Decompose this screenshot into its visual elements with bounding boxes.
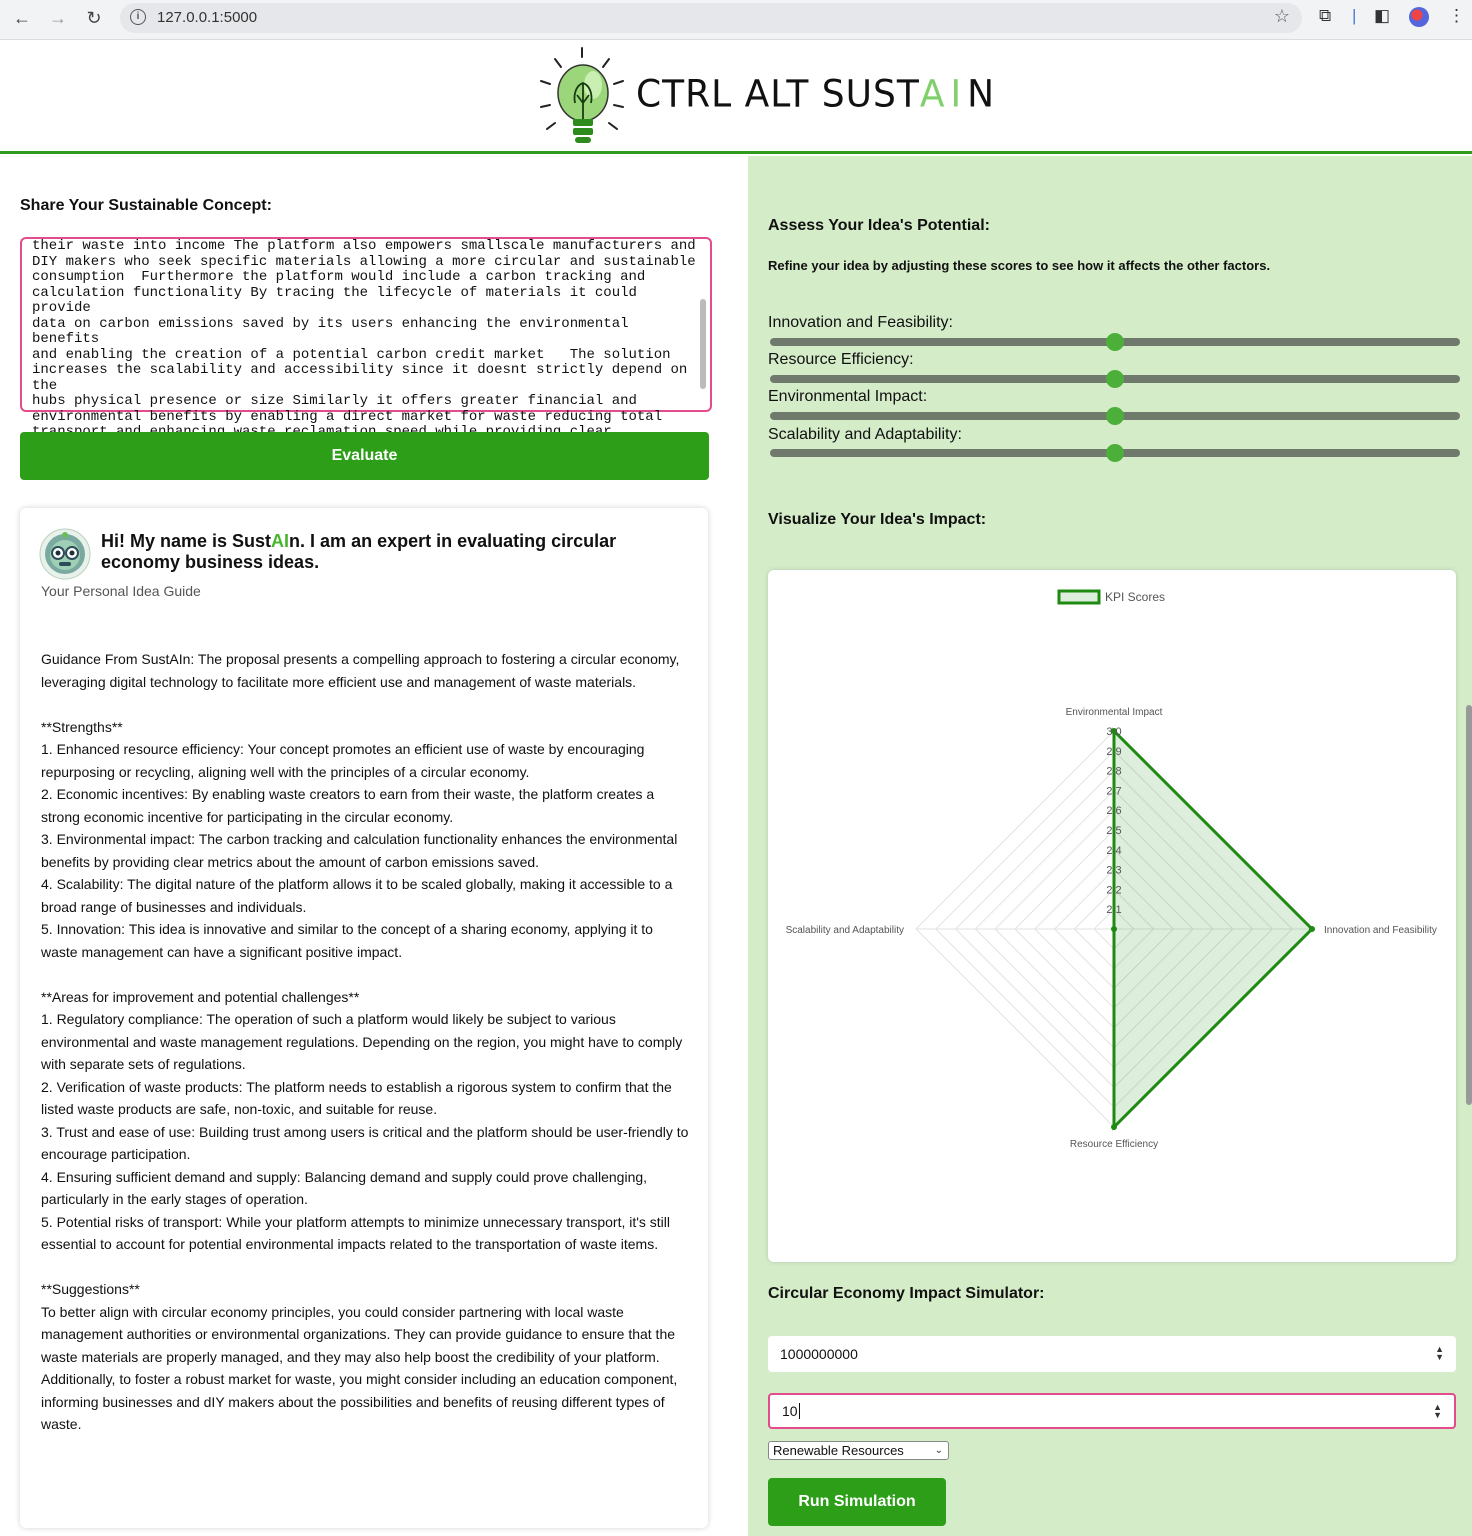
lightbulb-logo-icon xyxy=(535,45,635,151)
radar-tick-label: 2.9 xyxy=(1106,745,1122,758)
slider-label-scalability: Scalability and Adaptability: xyxy=(768,426,962,443)
visualize-heading: Visualize Your Idea's Impact: xyxy=(768,511,987,528)
guide-subtitle: Your Personal Idea Guide xyxy=(41,583,201,599)
radar-series-kpi xyxy=(1114,731,1312,1127)
slider-innovation[interactable] xyxy=(770,338,1460,346)
simulator-heading: Circular Economy Impact Simulator: xyxy=(768,1285,1045,1302)
site-header xyxy=(0,41,1472,154)
back-icon[interactable]: ← xyxy=(13,8,31,28)
guidance-line: 2. Economic incentives: By enabling waste creators to earn from their waste, the platform creates a strong economic incentive for participating in the circular economy. xyxy=(41,786,655,825)
greeting-title xyxy=(101,531,661,573)
brand-part: N xyxy=(967,72,996,117)
radar-tick-label: 2.4 xyxy=(1106,844,1122,857)
guidance-line xyxy=(41,1256,691,1279)
guidance-line: 3. Trust and ease of use: Building trust among users is critical and the platform should be user-friendly to encourage participation. xyxy=(41,1123,689,1162)
guidance-line: 1. Regulatory compliance: The operation of such a platform would likely be subject to various environmental and waste management regulations. Depending on the region, you might have to comply with separate sets of regulations. xyxy=(41,1011,683,1072)
sidepanel-icon[interactable]: ◧ xyxy=(1374,6,1391,25)
concept-text: their waste into income The platform also empowers smallscale manufacturers and DIY makers who seek specific materials allowing a more circular and sustainable consumption Furthermore the platform would include a carbon tracking and calculation functionality By tracing the lifecycle of materials it could provide data on carbon emissions saved by its users enhancing the environmental benefits and enabling the creation of a potential carbon credit market The solution increases the scalability and accessibility since it doesnt strictly depend on the hubs physical presence or size Similarly it offers greater financial and environmental benefits by enabling a direct market for waste reducing total xyxy=(32,238,696,425)
brand-title xyxy=(636,73,995,116)
select-value: Renewable Resources xyxy=(773,1443,904,1458)
percent-input[interactable] xyxy=(768,1393,1456,1429)
guidance-line: **Strengths** xyxy=(41,718,123,735)
radar-point xyxy=(1111,1124,1117,1130)
extensions-icon[interactable]: ⧉ xyxy=(1319,6,1332,25)
legend-label: KPI Scores xyxy=(1105,590,1166,604)
evaluate-button[interactable]: Evaluate xyxy=(20,432,709,480)
radar-chart xyxy=(768,570,1456,1262)
radar-tick-label: 2.2 xyxy=(1106,884,1122,897)
slider-label-resource: Resource Efficiency: xyxy=(768,351,914,368)
slider-environmental[interactable] xyxy=(770,412,1460,420)
forward-icon[interactable]: → xyxy=(49,8,67,28)
right-panel xyxy=(748,156,1472,1536)
brand-part: CTRL ALT SUST xyxy=(636,72,920,117)
radar-tick-label: 3.0 xyxy=(1106,726,1122,738)
textarea-scrollbar[interactable] xyxy=(700,299,706,389)
slider-resource[interactable] xyxy=(770,375,1460,383)
radar-tick-label: 2.8 xyxy=(1106,765,1122,778)
slider-thumb[interactable] xyxy=(1106,444,1124,462)
slider-thumb[interactable] xyxy=(1106,370,1124,388)
radar-tick-label: 2.3 xyxy=(1106,864,1122,877)
greeting-part: Hi! My name is Sust xyxy=(101,531,272,551)
guidance-line xyxy=(41,963,691,986)
radar-axis-label: Scalability and Adaptability xyxy=(785,925,904,936)
greeting-part: n. I am an expert in evaluating circular economy business ideas. xyxy=(101,531,617,572)
concept-heading: Share Your Sustainable Concept: xyxy=(20,197,272,214)
guidance-line: **Suggestions** xyxy=(41,1281,140,1297)
guidance-line: Guidance From SustAIn: The proposal presents a compelling approach to fostering a circular economy, leveraging digital technology to facilitate more efficient use and management of waste materials. xyxy=(41,651,680,690)
radar-point xyxy=(1309,926,1315,932)
guidance-line: 5. Innovation: This idea is innovative and similar to the concept of a sharing economy, applying it to waste management can have a significant positive impact. xyxy=(41,921,653,960)
guidance-line: 3. Environmental impact: The carbon tracking and calculation functionality enhances the environmental benefits by providing clear metrics about the amount of carbon emissions saved. xyxy=(41,831,678,870)
slider-scalability[interactable] xyxy=(770,449,1460,457)
spinner-icon[interactable]: ▲ ▼ xyxy=(1435,1344,1444,1362)
radar-tick-label: 2.7 xyxy=(1106,785,1122,798)
slider-label-environmental: Environmental Impact: xyxy=(768,388,928,405)
address-text: 127.0.0.1:5000 xyxy=(157,9,258,26)
left-panel xyxy=(0,156,748,1536)
guidance-line: 2. Verification of waste products: The platform needs to establish a rigorous system to confirm that the listed waste products are safe, non-toxic, and suitable for reuse. xyxy=(41,1078,672,1117)
radar-chart-card xyxy=(768,570,1456,1262)
guide-card xyxy=(20,508,708,1528)
robot-avatar-icon xyxy=(39,528,91,580)
reload-icon[interactable]: ↻ xyxy=(86,8,102,28)
radar-tick-label: 2.1 xyxy=(1106,904,1122,917)
slider-thumb[interactable] xyxy=(1106,333,1124,351)
assess-hint: Refine your idea by adjusting these scores to see how it affects the other factors. xyxy=(768,258,1271,273)
radar-tick-label: 2.5 xyxy=(1106,825,1122,837)
guidance-line: 4. Scalability: The digital nature of the platform allows it to be scaled globally, making it accessible to a broad range of businesses and individuals. xyxy=(41,876,673,915)
guidance-line: 5. Potential risks of transport: While your platform attempts to minimize unnecessary transport, it's still essential to account for potential environmental impacts related to the transportation of waste items. xyxy=(41,1213,671,1252)
chevron-down-icon: ⌄ xyxy=(934,1445,943,1456)
concept-textarea[interactable] xyxy=(20,237,712,425)
page-scrollbar[interactable] xyxy=(1466,705,1472,1105)
run-simulation-button[interactable]: Run Simulation xyxy=(768,1478,946,1526)
browser-toolbar xyxy=(0,0,1472,40)
brand-ai: AI xyxy=(919,72,968,117)
guidance-line: **Areas for improvement and potential challenges** xyxy=(41,988,360,1005)
guidance-line: 1. Enhanced resource efficiency: Your concept promotes an efficient use of waste by encouraging repurposing or recycling, aligning well with the principles of a circular economy. xyxy=(41,741,645,780)
site-info-icon[interactable]: i xyxy=(130,9,146,25)
guidance-line: To better align with circular economy principles, you could consider partnering with local waste management authorities or environmental organizations. They can provide guidance to ensure that the waste materials are properly managed, and they may also help boost the credibility of your platform. Additionally, to foster a robust market for waste, you might consider including an education component, informing businesses and dIY makers about the possibilities and benefits of reusing different types of waste. xyxy=(41,1303,678,1432)
radar-point xyxy=(1111,926,1117,932)
radar-axis-label: Innovation and Feasibility xyxy=(1324,925,1437,936)
radar-axis-label: Environmental Impact xyxy=(1065,707,1163,718)
radar-axis-label: Resource Efficiency xyxy=(1069,1139,1159,1150)
bookmark-star-icon[interactable]: ☆ xyxy=(1273,6,1290,26)
profile-avatar[interactable] xyxy=(1409,7,1429,27)
guidance-text xyxy=(41,648,691,1436)
divider-icon: | xyxy=(1352,6,1357,25)
menu-dots-icon[interactable]: ⋮ xyxy=(1448,6,1465,25)
guidance-line: 4. Ensuring sufficient demand and supply: Balancing demand and supply could prove challenging, particularly in the early stages of operation. xyxy=(41,1168,648,1207)
slider-thumb[interactable] xyxy=(1106,407,1124,425)
quantity-value: 1000000000 xyxy=(780,1346,858,1362)
text-cursor xyxy=(799,1403,800,1419)
percent-value: 10 xyxy=(782,1403,798,1419)
greeting-ai: AI xyxy=(271,531,290,551)
assess-heading: Assess Your Idea's Potential: xyxy=(768,217,990,234)
radar-tick-label: 2.6 xyxy=(1106,805,1122,818)
slider-label-innovation: Innovation and Feasibility: xyxy=(768,314,953,331)
address-bar[interactable] xyxy=(120,3,1302,33)
resource-type-select[interactable] xyxy=(768,1441,949,1460)
spinner-icon[interactable]: ▲ ▼ xyxy=(1433,1402,1442,1420)
guidance-line xyxy=(41,693,691,716)
quantity-input[interactable] xyxy=(768,1336,1456,1372)
legend-swatch xyxy=(1059,591,1099,603)
